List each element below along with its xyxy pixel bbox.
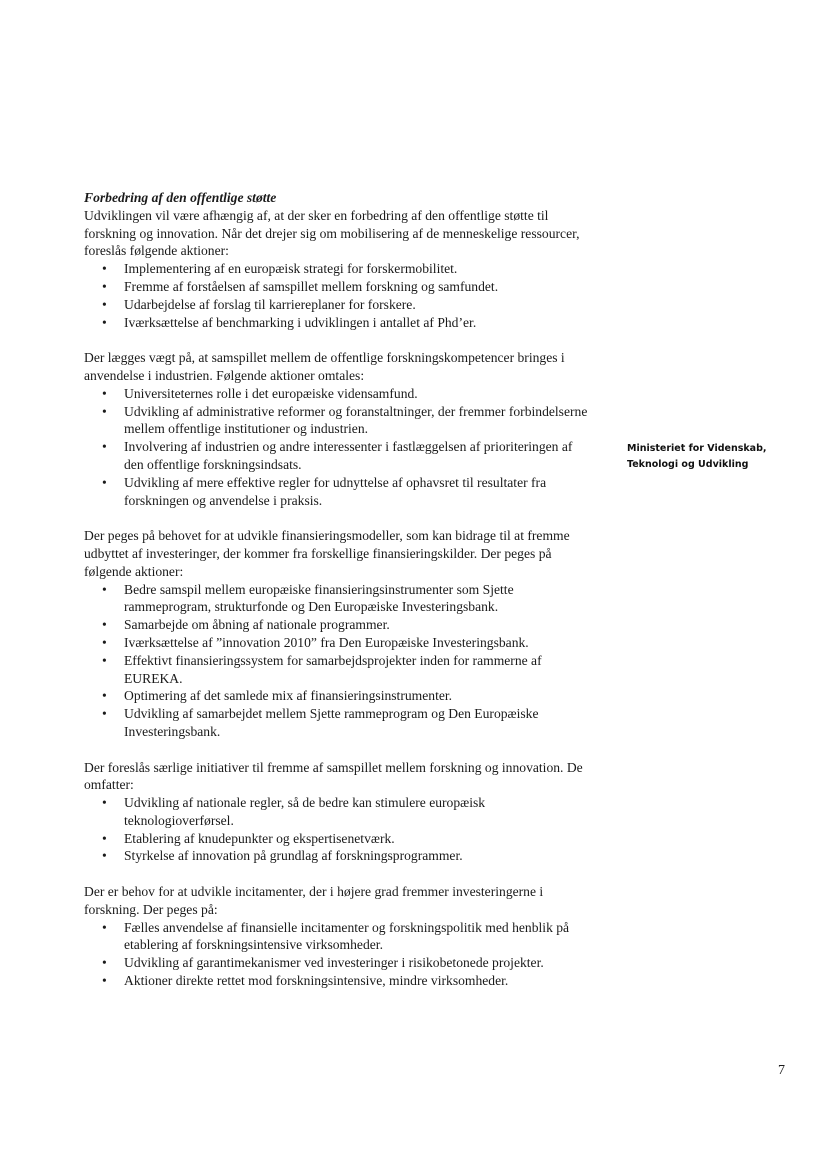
document-body bbox=[84, 189, 594, 1008]
paragraph: Der er behov for at udvikle incitamenter, der i højere grad fremmer investeringerne i forskning. Der peges på: bbox=[84, 884, 544, 917]
paragraph: Der lægges vægt på, at samspillet mellem de offentlige forskningskompetencer bringes i anvendelse i industrien. Følgende aktioner omtales: bbox=[84, 350, 565, 383]
list-item: • Implementering af en europæisk strategi for forskermobilitet. bbox=[84, 260, 594, 278]
list-item: • Etablering af knudepunkter og ekspertisenetværk. bbox=[84, 830, 594, 848]
section-heading: Forbedring af den offentlige støtte bbox=[84, 190, 277, 205]
list-item: • Udvikling af garantimekanismer ved investeringer i risikobetonede projekter. bbox=[84, 954, 594, 972]
bullet-list bbox=[84, 260, 594, 331]
paragraph: Der peges på behovet for at udvikle finansieringsmodeller, som kan bidrage til at fremme udbyttet af investeringer, der kommer fra forskellige finansieringskilder. Der peges på følgende aktioner: bbox=[84, 528, 570, 579]
list-item: • Involvering af industrien og andre interessenter i fastlæggelsen af prioriteringen af den offentlige forskningsindsats. bbox=[84, 438, 594, 474]
list-item: • Iværksættelse af benchmarking i udviklingen i antallet af Phd’er. bbox=[84, 314, 594, 332]
section-industry-collaboration bbox=[84, 349, 594, 509]
bullet-list bbox=[84, 919, 594, 990]
list-item: • Universiteternes rolle i det europæiske vidensamfund. bbox=[84, 385, 594, 403]
bullet-list bbox=[84, 385, 594, 510]
list-item: • Bedre samspil mellem europæiske finansieringsinstrumenter som Sjette rammeprogram, strukturfonde og Den Europæiske Investeringsbank. bbox=[84, 581, 594, 617]
list-item: • Effektivt finansieringssystem for samarbejdsprojekter inden for rammerne af EUREKA. bbox=[84, 652, 594, 688]
list-item: • Aktioner direkte rettet mod forskningsintensive, mindre virksomheder. bbox=[84, 972, 594, 990]
list-item: • Udvikling af administrative reformer og foranstaltninger, der fremmer forbindelserne mellem offentlige institutioner og industrien. bbox=[84, 403, 594, 439]
ministry-name-line-2: Teknologi og Udvikling bbox=[627, 459, 749, 470]
list-item: • Udvikling af mere effektive regler for udnyttelse af ophavsret til resultater fra forskningen og anvendelse i praksis. bbox=[84, 474, 594, 510]
paragraph: Der foreslås særlige initiativer til fremme af samspillet mellem forskning og innovation. De omfatter: bbox=[84, 759, 583, 793]
list-item: • Styrkelse af innovation på grundlag af forskningsprogrammer. bbox=[84, 847, 594, 865]
ministry-name-line-1: Ministeriet for Videnskab, bbox=[627, 443, 767, 454]
list-item: • Udvikling af samarbejdet mellem Sjette rammeprogram og Den Europæiske Investeringsbank. bbox=[84, 705, 594, 741]
section-innovation bbox=[84, 759, 594, 866]
section-human-resources bbox=[84, 207, 594, 332]
paragraph: Udviklingen vil være afhængig af, at der sker en forbedring af den offentlige støtte til forskning og innovation. Når det drejer sig om mobilisering af de menneskelige ressourcer, foreslås følgende aktioner: bbox=[84, 207, 580, 259]
ministry-sidebar-label bbox=[627, 441, 767, 473]
list-item: • Optimering af det samlede mix af finansieringsinstrumenter. bbox=[84, 687, 594, 705]
list-item: • Fremme af forståelsen af samspillet mellem forskning og samfundet. bbox=[84, 278, 594, 296]
list-item: • Udvikling af nationale regler, så de bedre kan stimulere europæisk teknologioverførsel. bbox=[84, 794, 594, 830]
list-item: • Fælles anvendelse af finansielle incitamenter og forskningspolitik med henblik på etablering af forskningsintensive virksomheder. bbox=[84, 919, 594, 955]
section-financing bbox=[84, 527, 594, 741]
page-number: 7 bbox=[778, 1063, 785, 1078]
list-item: • Udarbejdelse af forslag til karriereplaner for forskere. bbox=[84, 296, 594, 314]
list-item: • Iværksættelse af ”innovation 2010” fra Den Europæiske Investeringsbank. bbox=[84, 634, 594, 652]
list-item: • Samarbejde om åbning af nationale programmer. bbox=[84, 616, 594, 634]
bullet-list bbox=[84, 581, 594, 741]
section-incentives bbox=[84, 883, 594, 990]
bullet-list bbox=[84, 794, 594, 865]
